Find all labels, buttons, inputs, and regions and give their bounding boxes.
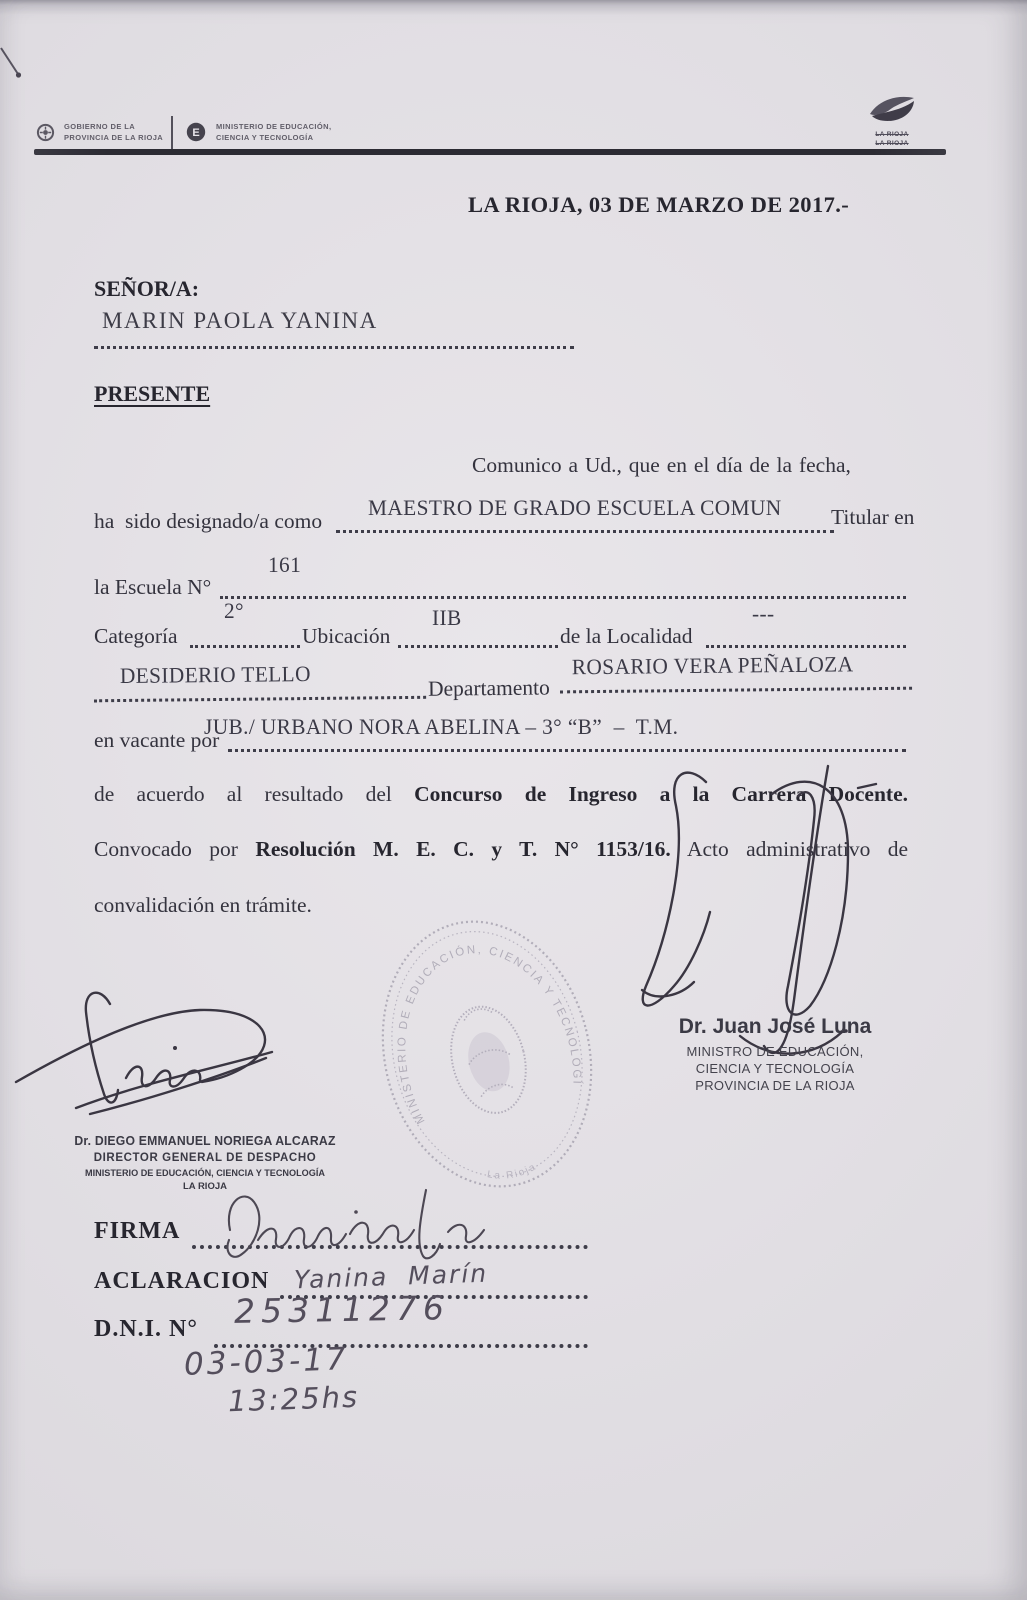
recipient-dotted-line bbox=[94, 346, 574, 349]
closing-1-normal: de acuerdo al resultado del bbox=[94, 782, 415, 806]
seal-bottom-text: La Rioja bbox=[486, 1161, 539, 1182]
closing-1-bold: Concurso de Ingreso a la Carrera Docente. bbox=[414, 782, 908, 806]
signatory-right-name: Dr. Juan José Luna bbox=[678, 1015, 872, 1038]
ministry-logo-line2: CIENCIA Y TECNOLOGÍA bbox=[216, 133, 314, 143]
seal-arc-text: MINISTERIO DE EDUCACIÓN, CIENCIA Y TECNOLOGÍA bbox=[396, 943, 583, 1126]
date-handwritten: 03-03-17 bbox=[183, 1341, 350, 1383]
la-rioja-bird-icon bbox=[864, 92, 920, 126]
designado-label: ha sido designado/a como bbox=[94, 509, 323, 533]
departamento-label: Departamento bbox=[427, 675, 550, 701]
brand-line2: LA RIOJA bbox=[875, 139, 909, 147]
dateline: LA RIOJA, 03 DE MARZO DE 2017.- bbox=[468, 192, 850, 217]
time-handwritten: 13:25hs bbox=[227, 1379, 360, 1419]
pen-mark bbox=[0, 38, 34, 88]
closing-2-tail: Acto administrativo de bbox=[670, 837, 908, 861]
designado-value: MAESTRO DE GRADO ESCUELA COMUN bbox=[368, 495, 782, 520]
closing-2-bold: Resolución M. E. C. y T. N° 1153/16. bbox=[255, 837, 671, 861]
categoria-label: Categoría bbox=[94, 624, 178, 648]
dni-handwritten: 25311276 bbox=[233, 1288, 451, 1331]
ministry-e-badge-icon bbox=[186, 122, 206, 142]
departamento-dotted-right bbox=[560, 687, 912, 694]
vacante-value: JUB./ URBANO NORA ABELINA – 3° “B” – T.M. bbox=[204, 714, 679, 739]
categoria-dotted-line bbox=[190, 645, 300, 648]
signatory-right-place: PROVINCIA DE LA RIOJA bbox=[695, 1078, 855, 1093]
localidad-value: --- bbox=[752, 601, 775, 626]
signatory-left-org: MINISTERIO DE EDUCACIÓN, CIENCIA Y TECNOLOGÍA bbox=[84, 1168, 325, 1179]
closing-2-normal: Convocado por bbox=[94, 837, 256, 861]
svg-text:E: E bbox=[192, 127, 200, 139]
svg-text:MINISTERIO DE EDUCACIÓN, CIEN bbox=[372, 923, 588, 1129]
aclaracion-label: ACLARACION bbox=[94, 1268, 270, 1294]
brand-logo bbox=[854, 92, 930, 149]
gov-logo-line1: GOBIERNO DE LA bbox=[64, 122, 136, 131]
escuela-dotted-line bbox=[220, 596, 906, 599]
ubicacion-value: IIB bbox=[432, 605, 462, 630]
gov-logo-line2: PROVINCIA DE LA RIOJA bbox=[64, 133, 164, 143]
titular-suffix: Titular en bbox=[831, 505, 915, 529]
header-divider bbox=[171, 116, 173, 152]
vacante-dotted-line bbox=[228, 749, 906, 752]
closing-line-3: convalidación en trámite. bbox=[94, 893, 312, 917]
signatory-left-name: Dr. DIEGO EMMANUEL NORIEGA ALCARAZ bbox=[74, 1133, 336, 1148]
noriega-signature-scrawl bbox=[14, 982, 326, 1144]
localidad-dotted-line bbox=[706, 645, 906, 648]
ministry-oval-seal bbox=[372, 906, 602, 1202]
departamento-value-right: ROSARIO VERA PEÑALOZA bbox=[571, 651, 854, 680]
gov-logo bbox=[36, 121, 163, 144]
recipient-signature-scrawl bbox=[196, 1182, 532, 1270]
brand-line1: LA RIOJA bbox=[875, 131, 909, 138]
recipient-label: SEÑOR/A: bbox=[94, 276, 200, 301]
signatory-right-org: CIENCIA Y TECNOLOGÍA bbox=[695, 1061, 855, 1076]
designado-dotted-line bbox=[336, 530, 834, 533]
escuela-label: la Escuela N° bbox=[94, 575, 212, 599]
provincial-crest-icon bbox=[36, 123, 55, 142]
departamento-value-left: DESIDERIO TELLO bbox=[119, 661, 311, 689]
localidad-label: de la Localidad bbox=[560, 624, 693, 648]
signatory-left-place: LA RIOJA bbox=[183, 1181, 227, 1192]
dni-label: D.N.I. N° bbox=[94, 1316, 198, 1342]
ministry-logo-line1: MINISTERIO DE EDUCACIÓN, bbox=[216, 122, 332, 131]
header-rule bbox=[34, 149, 946, 155]
recipient-name: MARIN PAOLA YANINA bbox=[102, 308, 378, 333]
signatory-left-title: DIRECTOR GENERAL DE DESPACHO bbox=[93, 1152, 317, 1164]
categoria-value: 2° bbox=[224, 598, 244, 623]
signatory-right bbox=[642, 1015, 908, 1093]
opening-line: Comunico a Ud., que en el día de la fecha, bbox=[472, 453, 851, 477]
ubicacion-label: Ubicación bbox=[302, 624, 391, 648]
presente-label: PRESENTE bbox=[94, 381, 211, 406]
ubicacion-dotted-line bbox=[398, 645, 558, 648]
vacante-label: en vacante por bbox=[94, 728, 220, 752]
aclaracion-handwritten: Yanina Marín bbox=[293, 1258, 489, 1295]
firma-label: FIRMA bbox=[94, 1218, 181, 1244]
escuela-value: 161 bbox=[268, 552, 302, 577]
departamento-line bbox=[94, 651, 913, 720]
ministry-logo bbox=[186, 121, 331, 144]
departamento-dotted-left bbox=[94, 696, 426, 702]
signatory-right-title: MINISTRO DE EDUCACIÓN, bbox=[686, 1044, 864, 1059]
